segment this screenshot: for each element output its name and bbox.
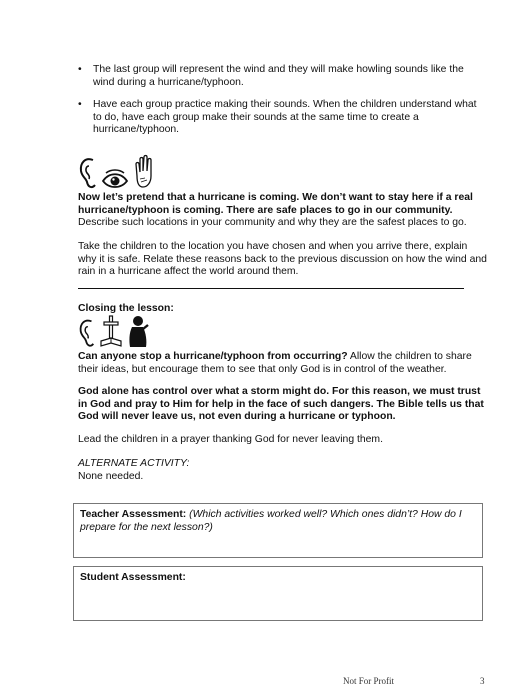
teacher-assessment-box	[73, 503, 483, 558]
bullet-text: Have each group practice making their sounds. When the children understand what to do, have each group make their sounds at the same time to create a hurricane/typhoon.	[93, 99, 477, 135]
prayer-paragraph: Lead the children in a prayer thanking God for never leaving them.	[78, 434, 383, 445]
bullet-dot: •	[78, 64, 82, 75]
footer-text: Not For Profit	[343, 676, 395, 686]
teacher-assessment-label: Teacher Assessment:	[80, 509, 187, 520]
cross-bible-icon	[99, 315, 123, 349]
question-bold-text: Can anyone stop a hurricane/typhoon from occurring?	[78, 351, 348, 362]
bullet-item-practice	[78, 99, 478, 137]
ear-icon	[78, 156, 98, 190]
student-assessment-box	[73, 566, 483, 621]
bullet-text: The last group will represent the wind and they will make howling sounds like the wind during a hurricane/typhoon.	[93, 64, 464, 88]
closing-heading: Closing the lesson:	[78, 303, 174, 314]
hand-icon	[132, 154, 156, 190]
bullet-item-wind	[78, 64, 478, 89]
pretend-paragraph	[78, 192, 488, 230]
question-paragraph	[78, 351, 488, 376]
pretend-bold-text: Now let’s pretend that a hurricane is coming. We don’t want to stay here if a real hurricane/typhoon is coming. There are safe places to go in our community.	[78, 192, 473, 216]
student-assessment-label: Student Assessment:	[80, 572, 186, 583]
question-normal-text: Allow the children to share their ideas, but encourage them to see that only God is in control of the weather.	[78, 351, 472, 375]
alternate-activity	[78, 458, 488, 483]
closing-icons	[78, 315, 150, 349]
activity-icons	[78, 154, 156, 190]
section-divider	[78, 288, 464, 289]
page-number: 3	[480, 676, 485, 686]
praying-child-icon	[126, 315, 150, 349]
alternate-heading: ALTERNATE ACTIVITY:	[78, 458, 190, 469]
eye-icon	[101, 168, 129, 190]
ear-icon	[78, 317, 96, 349]
teacher-assessment-prompt: (Which activities worked well? Which ones didn’t? How do I prepare for the next lesson?)	[80, 509, 462, 533]
god-alone-paragraph: God alone has control over what a storm might do. For this reason, we must trust in God and pray to Him for help in the face of such dangers. The Bible tells us that God will never leave us, not even during a hurricane or typhoon.	[78, 386, 484, 422]
location-paragraph: Take the children to the location you have chosen and when you arrive there, explain why it is safe. Relate these reasons back to the previous discussion on how the wind and rain in a hurricane affect the world around them.	[78, 241, 487, 277]
pretend-normal-text: Describe such locations in your community and why they are the safest places to go.	[78, 217, 467, 228]
bullet-dot: •	[78, 99, 82, 110]
alternate-text: None needed.	[78, 470, 144, 482]
bullet-list	[78, 64, 478, 147]
